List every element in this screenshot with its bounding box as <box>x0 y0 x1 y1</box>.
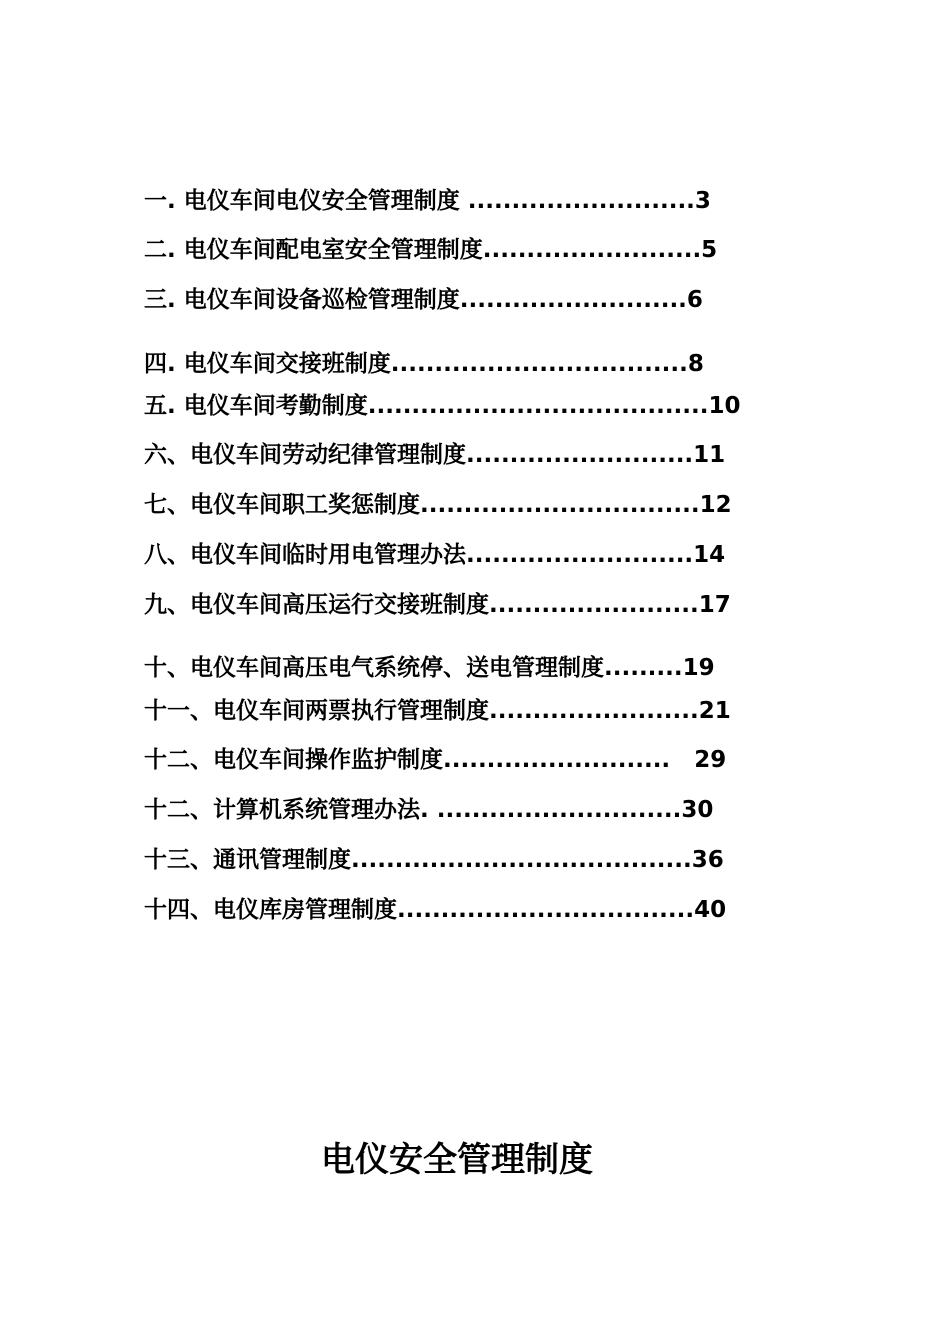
toc-entry-1[interactable]: 一. 电仪车间电仪安全管理制度 ..........................3 <box>144 188 711 214</box>
toc-entry-15[interactable]: 十四、电仪库房管理制度..................................40 <box>144 897 727 923</box>
toc-entry-4[interactable]: 四. 电仪车间交接班制度..................................8 <box>144 351 704 377</box>
toc-entry-2[interactable]: 二. 电仪车间配电室安全管理制度.........................5 <box>144 237 718 263</box>
toc-entry-10[interactable]: 十、电仪车间高压电气系统停、送电管理制度.........19 <box>144 655 715 681</box>
toc-entry-11[interactable]: 十一、电仪车间两票执行管理制度........................21 <box>144 698 731 724</box>
toc-entry-9[interactable]: 九、电仪车间高压运行交接班制度........................17 <box>144 592 731 618</box>
toc-entry-3[interactable]: 三. 电仪车间设备巡检管理制度..........................6 <box>144 287 703 313</box>
toc-entry-12[interactable]: 十二、电仪车间操作监护制度.......................... 29 <box>144 747 727 773</box>
toc-entry-5[interactable]: 五. 电仪车间考勤制度.......................................10 <box>144 393 741 419</box>
toc-entry-14[interactable]: 十三、通讯管理制度.......................................36 <box>144 847 724 873</box>
toc-entry-8[interactable]: 八、电仪车间临时用电管理办法..........................14 <box>144 542 726 568</box>
toc-entry-6[interactable]: 六、电仪车间劳动纪律管理制度..........................11 <box>144 442 726 468</box>
toc-entry-7[interactable]: 七、电仪车间职工奖惩制度................................12 <box>144 492 732 518</box>
page-title: 电仪安全管理制度 <box>321 1140 593 1180</box>
toc-entry-13[interactable]: 十二、计算机系统管理办法. ............................30 <box>144 797 714 823</box>
